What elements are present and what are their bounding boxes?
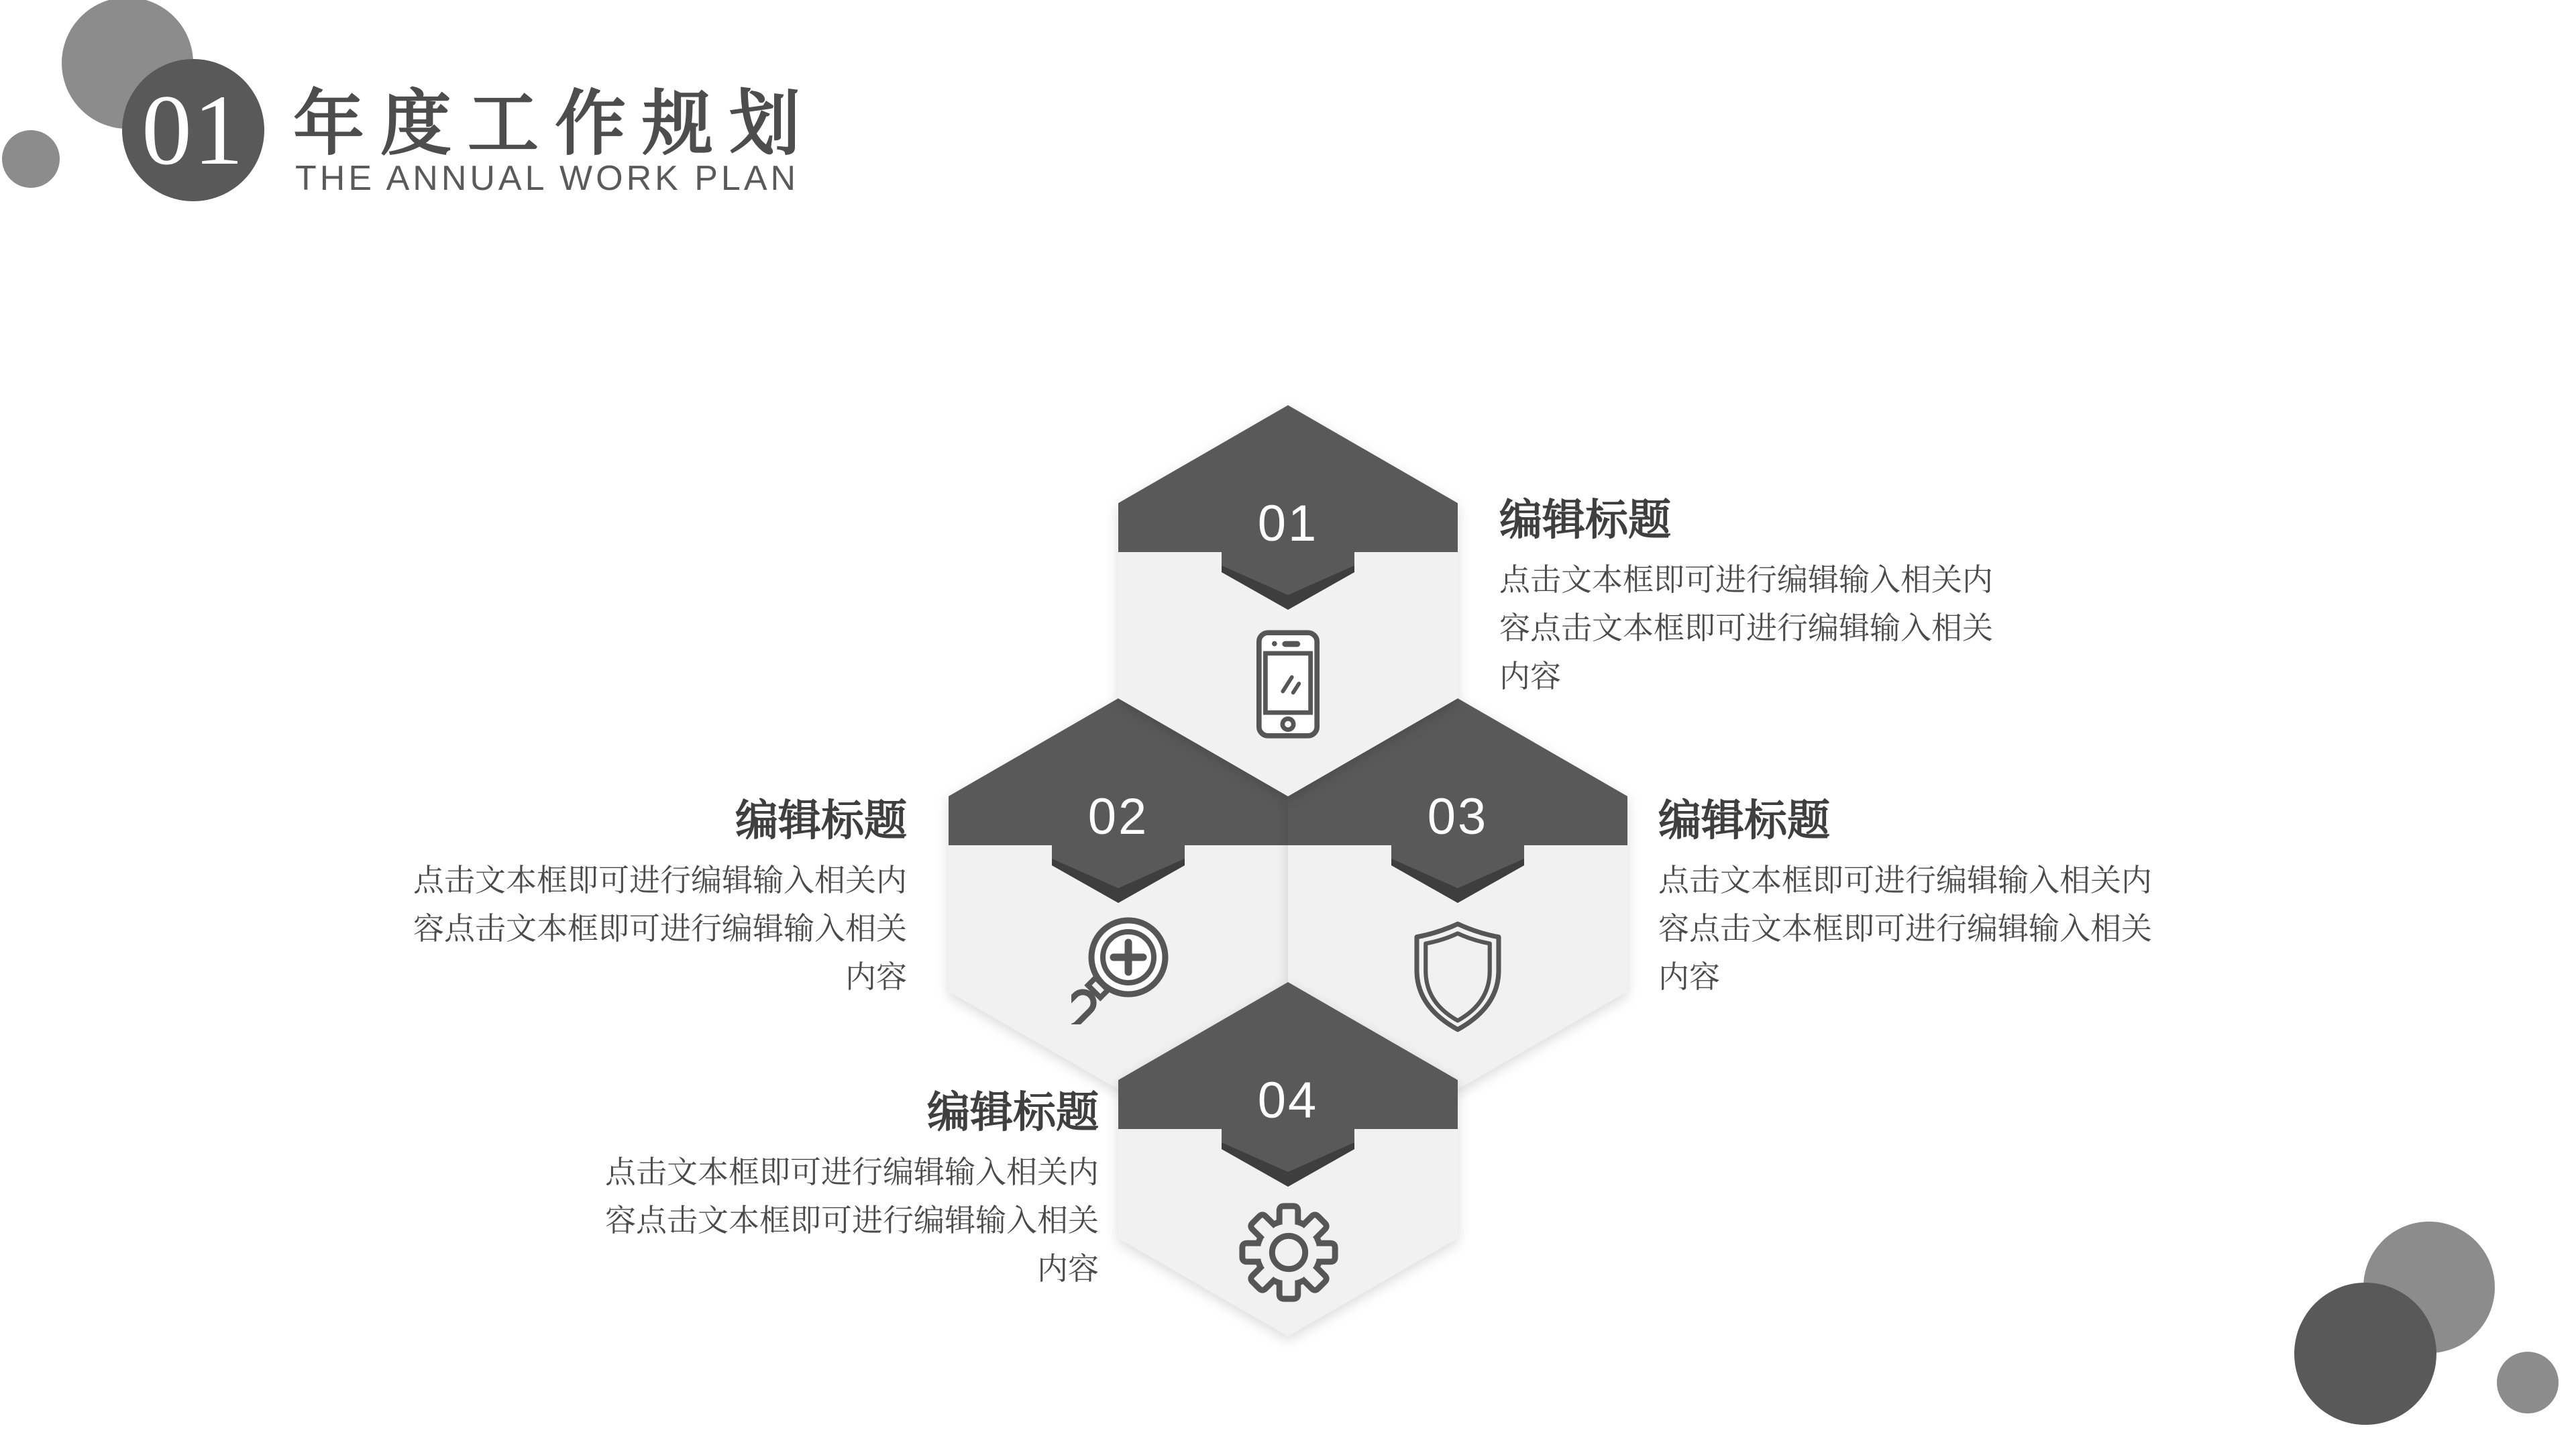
magnifier-plus-icon [1071, 910, 1185, 1024]
step-3-heading: 编辑标题 [1658, 796, 1830, 845]
step-4-text-box[interactable] [562, 1089, 1099, 1293]
step-4-body-line: 内容 [1037, 1251, 1099, 1286]
step-4-heading: 编辑标题 [927, 1088, 1099, 1136]
shield-icon [1412, 920, 1503, 1033]
gear-icon [1236, 1199, 1342, 1305]
step-1-body-line: 点击文本框即可进行编辑输入相关内 [1499, 562, 1993, 597]
step-1-body-line: 内容 [1499, 659, 1561, 694]
step-3-body-line: 内容 [1658, 959, 1720, 994]
step-number-1: 01 [1257, 495, 1319, 552]
step-number-3: 03 [1427, 788, 1489, 845]
step-4-body-line: 点击文本框即可进行编辑输入相关内 [605, 1155, 1099, 1189]
section-number: 01 [142, 74, 245, 186]
step-2-heading: 编辑标题 [735, 796, 907, 845]
step-2-body-line: 内容 [845, 959, 907, 994]
step-4-body-line: 容点击文本框即可进行编辑输入相关 [605, 1203, 1099, 1238]
smartphone-icon [1256, 629, 1320, 740]
step-2-text-box[interactable] [370, 797, 907, 1001]
step-1-text-box[interactable] [1499, 496, 2036, 700]
decor-circle-bottom-right-small [2497, 1352, 2559, 1413]
step-3-body-line: 点击文本框即可进行编辑输入相关内 [1658, 863, 2152, 898]
page-title: 年度工作规划 [293, 85, 816, 164]
step-1-heading: 编辑标题 [1499, 496, 1671, 544]
step-3-text-box[interactable] [1658, 797, 2195, 1001]
step-2-body-line: 点击文本框即可进行编辑输入相关内 [413, 863, 907, 898]
step-number-2: 02 [1087, 788, 1149, 845]
step-3-body-line: 容点击文本框即可进行编辑输入相关 [1658, 911, 2152, 946]
page-subtitle: THE ANNUAL WORK PLAN [295, 159, 800, 198]
step-number-4: 04 [1257, 1072, 1319, 1129]
step-1-body-line: 容点击文本框即可进行编辑输入相关 [1499, 610, 1993, 645]
decor-circle-bottom-right-dark [2294, 1283, 2436, 1425]
step-2-body-line: 容点击文本框即可进行编辑输入相关 [413, 911, 907, 946]
